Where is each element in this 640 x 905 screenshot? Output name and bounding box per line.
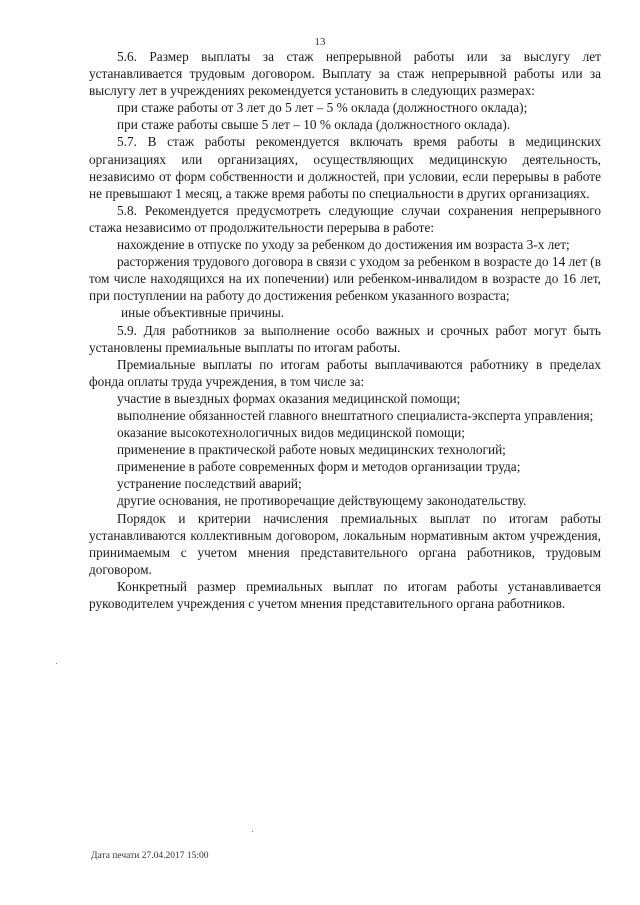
paragraph-seniority-3-5: при стаже работы от 3 лет до 5 лет – 5 % оклада (должностного оклада); [117, 100, 528, 116]
list-item-new-technologies: применение в практической работе новых медицинских технологий; [117, 442, 506, 458]
paragraph-parental-leave: нахождение в отпуске по уходу за ребенком до достижения им возраста 3-х лет; [117, 237, 570, 253]
scan-speck [56, 663, 57, 664]
list-item-hi-tech-care: оказание высокотехнологичных видов медицинской помощи; [117, 425, 465, 441]
paragraph-5-6: 5.6. Размер выплаты за стаж непрерывной работы или за выслугу лет устанавливается трудовым договором. Выплату за стаж непрерывной работы или за выслугу лет в учреждениях рекомендуется установить в следующих размерах: [89, 49, 601, 99]
paragraph-bonus-intro: Премиальные выплаты по итогам работы выплачиваются работнику в пределах фонда оплаты труда учреждения, в том числе за: [89, 356, 601, 389]
page-number: 13 [314, 36, 326, 48]
list-item-field-care: участие в выездных формах оказания медицинской помощи; [117, 390, 461, 406]
list-item-modern-methods: применение в работе современных форм и методов организации труда; [117, 459, 521, 475]
paragraph-5-8: 5.8. Рекомендуется предусмотреть следующие случаи сохранения непрерывного стажа независимо от продолжительности перерыва в работе: [89, 202, 601, 235]
scan-speck [252, 831, 253, 832]
paragraph-other-reasons: иные объективные причины. [121, 305, 285, 321]
list-item-accident-recovery: устранение последствий аварий; [117, 476, 302, 492]
print-date-footer: Дата печати 27.04.2017 15:00 [91, 851, 209, 861]
paragraph-contract-termination: расторжения трудового договора в связи с уходом за ребенком в возрасте до 14 лет (в том числе находящихся на их попечении) или ребенком-инвалидом в возрасте до 16 лет, при поступлении на работу до достижения ребенком указанного возраста; [89, 254, 601, 304]
list-item-chief-expert: выполнение обязанностей главного внештатного специалиста-эксперта управления; [117, 407, 594, 423]
paragraph-seniority-over-5: при стаже работы свыше 5 лет – 10 % оклада (должностного оклада). [117, 117, 511, 133]
paragraph-bonus-procedure: Порядок и критерии начисления премиальных выплат по итогам работы устанавливаются коллективным договором, локальным нормативным актом учреждения, принимаемым с учетом мнения представительного органа работников, трудовым договором. [89, 510, 601, 577]
paragraph-5-9: 5.9. Для работников за выполнение особо важных и срочных работ могут быть установлены премиальные выплаты по итогам работы. [89, 322, 601, 355]
paragraph-5-7: 5.7. В стаж работы рекомендуется включать время работы в медицинских организациях или организациях, осуществляющих медицинскую деятельность, независимо от форм собственности и должностей, при условии, если перерывы в работе не превышают 1 месяц, а также время работы по специальности в других организациях. [89, 134, 601, 201]
paragraph-bonus-amount: Конкретный размер премиальных выплат по итогам работы устанавливается руководителем учреждения с учетом мнения представительного органа работников. [89, 578, 601, 611]
list-item-other-grounds: другие основания, не противоречащие действующему законодательству. [117, 493, 527, 509]
document-body [89, 48, 601, 612]
